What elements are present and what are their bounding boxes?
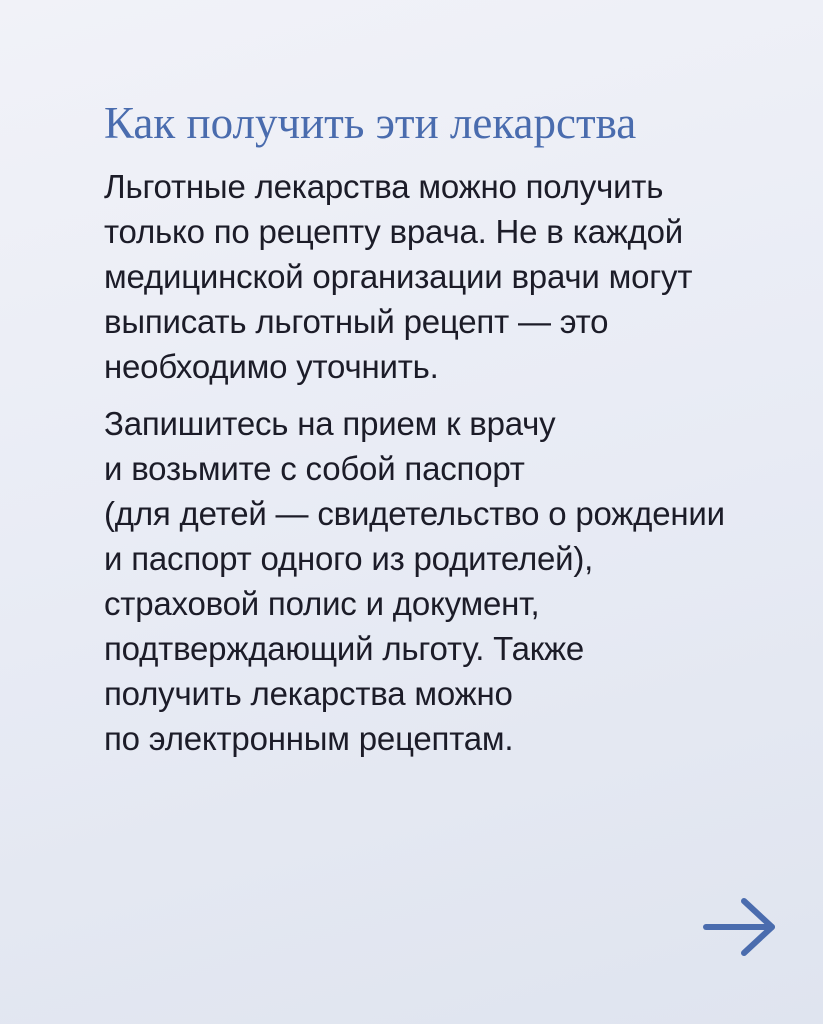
text-line: необходимо уточнить. <box>104 348 439 385</box>
text-line: выписать льготный рецепт — это <box>104 303 609 340</box>
text-line: получить лекарства можно <box>104 675 513 712</box>
text-line: медицинской организации врачи могут <box>104 258 693 295</box>
paragraph-prescription-info <box>104 164 692 389</box>
text-line: по электронным рецептам. <box>104 720 514 757</box>
text-line: и возьмите с собой паспорт <box>104 450 525 487</box>
text-line: (для детей — свидетельство о рождении <box>104 495 725 532</box>
text-line: и паспорт одного из родителей), <box>104 540 594 577</box>
text-line: страховой полис и документ, <box>104 585 540 622</box>
page-title: Как получить эти лекарства <box>104 98 637 148</box>
paragraph-appointment-info <box>104 401 725 761</box>
text-line: подтверждающий льготу. Также <box>104 630 585 667</box>
text-line: Запишитесь на прием к врачу <box>104 405 556 442</box>
text-line: только по рецепту врача. Не в каждой <box>104 213 684 250</box>
text-line: Льготные лекарства можно получить <box>104 168 664 205</box>
arrow-right-icon <box>702 896 778 958</box>
next-slide-button[interactable] <box>702 896 778 958</box>
